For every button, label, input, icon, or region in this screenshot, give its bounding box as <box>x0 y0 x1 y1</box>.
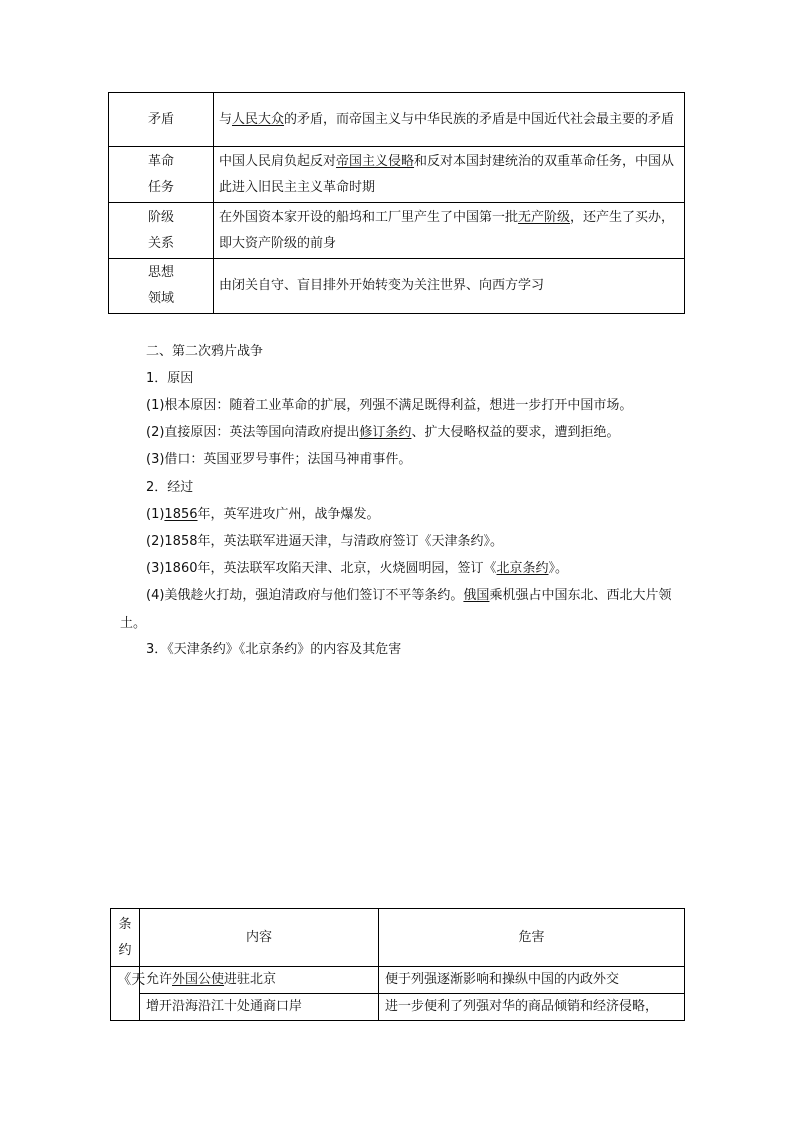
column-header: 条约 <box>111 909 140 967</box>
row-value: 中国人民肩负起反对帝国主义侵略和反对本国封建统治的双重革命任务，中国从此进入旧民主主义革命时期 <box>214 147 685 203</box>
table-row <box>109 147 685 203</box>
table-row <box>111 967 685 994</box>
table-cell: 进一步便利了列强对华的商品倾销和经济侵略， <box>379 994 685 1021</box>
list-item: (2)直接原因：英法等国向清政府提出修订条约、扩大侵略权益的要求，遭到拒绝。 <box>146 425 620 440</box>
list-item: (2)1858年，英法联军进逼天津，与清政府签订《天津条约》。 <box>146 534 503 549</box>
key-term: 修订条约 <box>359 425 412 440</box>
key-term: 人民大众 <box>232 111 285 127</box>
key-term: 外国公使 <box>172 972 225 987</box>
row-value: 在外国资本家开设的船坞和工厂里产生了中国第一批无产阶级，还产生了买办，即大资产阶级的前身 <box>214 203 685 259</box>
row-key: 阶级关系 <box>109 203 214 259</box>
subsection-title: 3．《天津条约》《北京条约》的内容及其危害 <box>146 642 402 657</box>
subsection-title: 2．经过 <box>146 480 194 495</box>
row-key: 革命任务 <box>109 147 214 203</box>
section-heading: 二、第二次鸦片战争 <box>146 344 264 359</box>
list-item: (3)1860年，英法联军攻陷天津、北京，火烧圆明园，签订《北京条约》。 <box>146 561 569 576</box>
summary-table <box>108 92 685 314</box>
table-cell: 允许外国公使进驻北京 <box>140 967 379 994</box>
table-cell: 便于列强逐渐影响和操纵中国的内政外交 <box>379 967 685 994</box>
table-row <box>109 93 685 147</box>
table-row <box>111 994 685 1021</box>
column-header: 内容 <box>140 909 379 967</box>
table-cell: 增开沿海沿江十处通商口岸 <box>140 994 379 1021</box>
key-term: 无产阶级 <box>518 209 571 225</box>
list-item: (3)借口：英国亚罗号事件；法国马神甫事件。 <box>146 452 412 467</box>
list-item: (4)美俄趁火打劫，强迫清政府与他们签订不平等条约。俄国乘机强占中国东北、西北大片领土。 <box>120 588 672 631</box>
key-term: 俄国 <box>463 588 490 603</box>
treaty-side-label: 《天 <box>111 967 140 1021</box>
column-header: 危害 <box>379 909 685 967</box>
subsection-title: 1．原因 <box>146 371 194 386</box>
row-value: 与人民大众的矛盾，而帝国主义与中华民族的矛盾是中国近代社会最主要的矛盾 <box>214 93 685 147</box>
row-value: 由闭关自守、盲目排外开始转变为关注世界、向西方学习 <box>214 259 685 314</box>
table-row <box>109 203 685 259</box>
row-key: 思想领域 <box>109 259 214 314</box>
treaty-table <box>110 908 685 1021</box>
key-term: 帝国主义侵略 <box>336 153 415 169</box>
key-term: 北京条约 <box>496 561 549 576</box>
table-header-row <box>111 909 685 967</box>
row-key: 矛盾 <box>109 93 214 147</box>
list-item: (1)根本原因：随着工业革命的扩展，列强不满足既得利益，想进一步打开中国市场。 <box>146 398 633 413</box>
list-item: (1)1856年，英军进攻广州，战争爆发。 <box>146 507 380 522</box>
table-row <box>109 259 685 314</box>
key-term: 1856 <box>164 507 198 522</box>
